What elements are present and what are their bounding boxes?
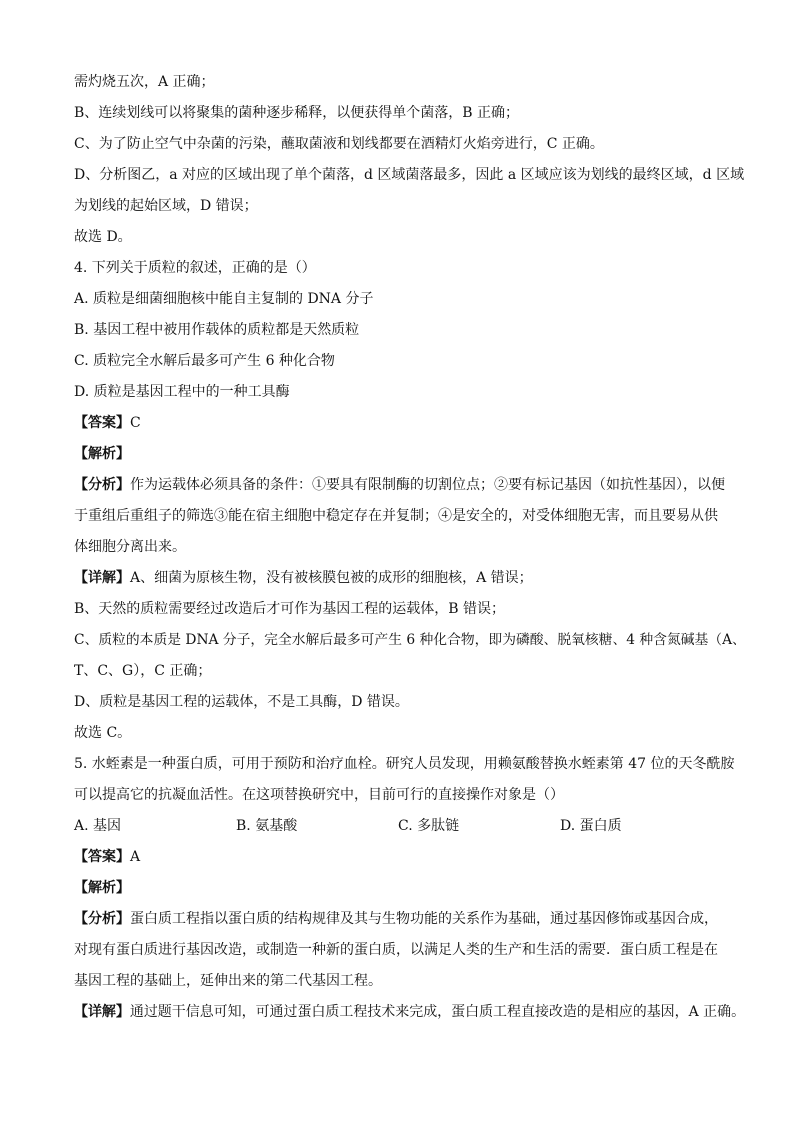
answer-tag: 【答案】	[74, 849, 130, 865]
xiangjie-tag: 【详解】	[74, 570, 130, 586]
option-d: D. 蛋白质	[560, 818, 622, 834]
option-a: A. 质粒是细菌细胞核中能自主复制的 DNA 分子	[74, 291, 374, 307]
answer-value: C	[130, 415, 141, 431]
fenxi-tag: 【分析】	[74, 911, 130, 927]
analysis-heading	[74, 878, 130, 898]
text-line: B、天然的质粒需要经过改造后才可作为基因工程的运载体，B 错误；	[74, 601, 506, 617]
options-row	[74, 816, 724, 836]
fenxi-text: 蛋白质工程指以蛋白质的结构规律及其与生物功能的关系作为基础，通过基因修饰或基因合成，	[130, 911, 718, 927]
text-line: 于重组后重组子的筛选③能在宿主细胞中稳定存在并复制；④是安全的，对受体细胞无害，而且要易从供	[74, 508, 718, 524]
text-line: C、质粒的本质是 DNA 分子，完全水解后最多可产生 6 种化合物，即为磷酸、脱氧核糖、4 种含氮碱基（A、	[74, 632, 746, 648]
analysis-tag: 【解析】	[74, 880, 130, 896]
text-line: D、质粒是基因工程的运载体，不是工具酶，D 错误。	[74, 694, 409, 710]
answer-value: A	[130, 849, 141, 865]
option-b: B. 基因工程中被用作载体的质粒都是天然质粒	[74, 322, 360, 338]
option-a: A. 基因	[74, 818, 122, 834]
xiangjie-line	[74, 1002, 745, 1022]
answer-line	[74, 413, 141, 433]
xiangjie-line	[74, 568, 533, 588]
fenxi-line	[74, 475, 725, 495]
answer-line	[74, 847, 140, 867]
text-line: 体细胞分离出来。	[74, 539, 186, 555]
analysis-heading	[74, 444, 130, 464]
text-line: 对现有蛋白质进行基因改造，或制造一种新的蛋白质，以满足人类的生产和生活的需要．蛋白质工程是在	[74, 942, 718, 958]
analysis-tag: 【解析】	[74, 446, 130, 462]
text-line: 基因工程的基础上，延伸出来的第二代基因工程。	[74, 973, 382, 989]
text-line: B、连续划线可以将聚集的菌种逐步稀释，以便获得单个菌落，B 正确；	[74, 105, 520, 121]
text-line: 为划线的起始区域，D 错误；	[74, 198, 258, 214]
text-line: 需灼烧五次，A 正确；	[74, 74, 215, 90]
answer-tag: 【答案】	[74, 415, 130, 431]
option-b: B. 氨基酸	[236, 818, 298, 834]
question-stem: 5. 水蛭素是一种蛋白质，可用于预防和治疗血栓。研究人员发现，用赖氨酸替换水蛭素第 47 位的天冬酰胺	[74, 756, 735, 772]
fenxi-text: 作为运载体必须具备的条件：①要具有限制酶的切割位点；②要有标记基因（如抗性基因），以便	[130, 477, 725, 493]
fenxi-line	[74, 909, 718, 929]
xiangjie-text: 通过题干信息可知，可通过蛋白质工程技术来完成，蛋白质工程直接改造的是相应的基因，A 正确。	[129, 1004, 746, 1020]
question-stem: 4. 下列关于质粒的叙述，正确的是（）	[74, 260, 316, 276]
text-line: 故选 C。	[74, 725, 132, 741]
text-line: C、为了防止空气中杂菌的污染，蘸取菌液和划线都要在酒精灯火焰旁进行，C 正确。	[74, 136, 604, 152]
xiangjie-text: A、细菌为原核生物，没有被核膜包被的成形的细胞核，A 错误；	[130, 570, 533, 586]
question-stem-cont: 可以提高它的抗凝血活性。在这项替换研究中，目前可行的直接操作对象是（）	[74, 787, 564, 803]
text-line: D、分析图乙，a 对应的区域出现了单个菌落，d 区域菌落最多，因此 a 区域应该为划线的最终区域，d 区域	[74, 167, 745, 183]
fenxi-tag: 【分析】	[74, 477, 130, 493]
option-c: C. 多肽链	[398, 818, 460, 834]
option-c: C. 质粒完全水解后最多可产生 6 种化合物	[74, 353, 335, 369]
option-d: D. 质粒是基因工程中的一种工具酶	[74, 384, 290, 400]
xiangjie-tag: 【详解】	[74, 1004, 130, 1020]
text-line: 故选 D。	[74, 229, 132, 245]
text-line: T、C、G），C 正确；	[74, 663, 212, 679]
